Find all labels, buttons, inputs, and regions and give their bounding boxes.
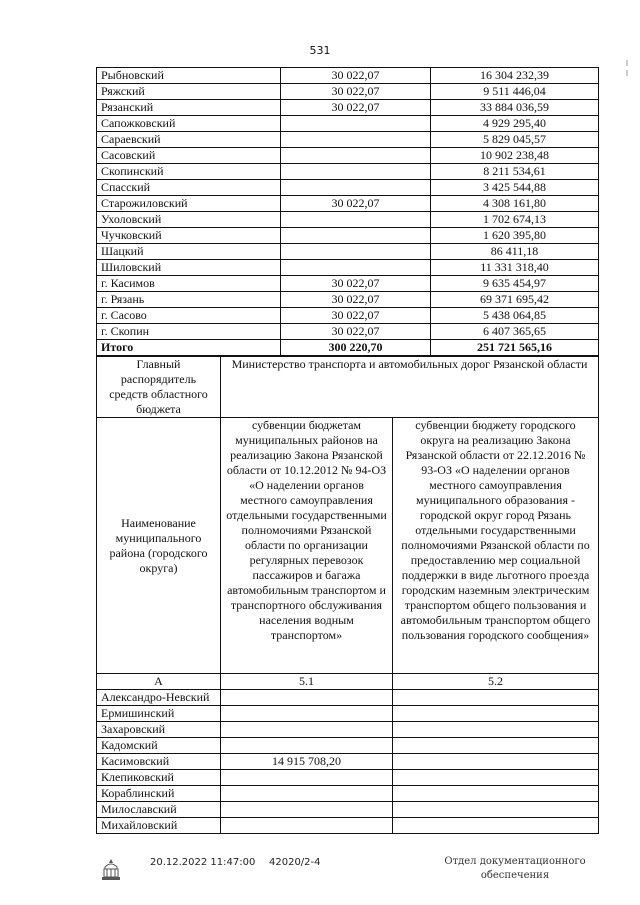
cell-name: Сараевский (97, 132, 281, 148)
table-row (97, 802, 599, 818)
table-row (97, 292, 599, 308)
cell-value-1 (281, 212, 431, 228)
col2-description-cell: субвенции бюджету городского округа на реализацию Закона Рязанской области от 22.12.2016 № 93-ОЗ «О наделении органов местного самоуправления муниципального образования - городской округ город Рязань отдельными государственными полномочиями Рязанской области по предоставлению мер социальной поддержки в виде льготного проезда городским наземным электрическим транспортом общего пользования и автомобильным транспортом общего пользования городского сообщения» (393, 418, 599, 674)
cell-value-2 (393, 818, 599, 834)
cell-value-2 (393, 754, 599, 770)
cell-value-1 (221, 738, 393, 754)
cell-value-2: 9 635 454,97 (431, 276, 599, 292)
table-row (97, 180, 599, 196)
cell-name: Михайловский (97, 818, 221, 834)
cell-value-1: 30 022,07 (281, 308, 431, 324)
cell-value-1 (281, 132, 431, 148)
cell-name: Спасский (97, 180, 281, 196)
cell-value-1 (281, 244, 431, 260)
footer-code: 42020/2-4 (269, 857, 321, 868)
cell-value-1 (281, 164, 431, 180)
table-row (97, 148, 599, 164)
header-left-cell: Главный распорядитель средств областного бюджета (97, 357, 221, 418)
cell-name: Кораблинский (97, 786, 221, 802)
cell-value-2: 5 438 064,85 (431, 308, 599, 324)
cell-value-2: 16 304 232,39 (431, 68, 599, 84)
duma-emblem-icon (99, 857, 123, 885)
table-row (97, 818, 599, 834)
cell-value-1 (281, 116, 431, 132)
table-row (97, 228, 599, 244)
cell-value-1: 30 022,07 (281, 68, 431, 84)
cell-value-1 (221, 722, 393, 738)
cell-name: Захаровский (97, 722, 221, 738)
table-row (97, 132, 599, 148)
cell-value-2 (393, 770, 599, 786)
table-row (97, 244, 599, 260)
cell-name: г. Сасово (97, 308, 281, 324)
table-row (97, 276, 599, 292)
footer-dept-line2: обеспечения (480, 870, 550, 881)
cell-value-2: 5 829 045,57 (431, 132, 599, 148)
code-a-cell: А (97, 674, 221, 690)
header-ministry-cell: Министерство транспорта и автомобильных дорог Рязанской области (221, 357, 599, 418)
cell-name: Милославский (97, 802, 221, 818)
cell-name: Шиловский (97, 260, 281, 276)
cell-name: Ухоловский (97, 212, 281, 228)
cell-name: Клепиковский (97, 770, 221, 786)
cell-value-1 (221, 818, 393, 834)
cell-name: Ермишинский (97, 706, 221, 722)
code-row (97, 674, 599, 690)
cell-value-2 (393, 786, 599, 802)
cell-value-2: 33 884 036,59 (431, 100, 599, 116)
table-row (97, 212, 599, 228)
table-row (97, 770, 599, 786)
table-row (97, 116, 599, 132)
cell-value-1 (281, 148, 431, 164)
footer-datetime: 20.12.2022 11:47:00 (150, 857, 256, 868)
cell-value-2: 11 331 318,40 (431, 260, 599, 276)
cell-value-2: 1 702 674,13 (431, 212, 599, 228)
cell-name: Кадомский (97, 738, 221, 754)
cell-value-1: 30 022,07 (281, 100, 431, 116)
footer (0, 855, 640, 895)
cell-value-1 (281, 180, 431, 196)
cell-value-1: 30 022,07 (281, 276, 431, 292)
cell-name: Сапожковский (97, 116, 281, 132)
table-row (97, 84, 599, 100)
cell-name: г. Скопин (97, 324, 281, 340)
table-row (97, 738, 599, 754)
cell-name: Сасовский (97, 148, 281, 164)
cell-name: Рязанский (97, 100, 281, 116)
cell-value-2: 9 511 446,04 (431, 84, 599, 100)
footer-dept-line1: Отдел документационного (444, 856, 586, 867)
code-2-cell: 5.2 (393, 674, 599, 690)
cell-value-2: 69 371 695,42 (431, 292, 599, 308)
cell-name: Скопинский (97, 164, 281, 180)
cell-value-1 (221, 690, 393, 706)
cell-name: г. Касимов (97, 276, 281, 292)
header-row (97, 357, 599, 418)
cell-value-2 (393, 722, 599, 738)
table-row (97, 308, 599, 324)
code-1-cell: 5.1 (221, 674, 393, 690)
cell-value-1 (221, 802, 393, 818)
cell-value-1: 30 022,07 (281, 196, 431, 212)
cell-value-1 (221, 786, 393, 802)
total-label: Итого (97, 340, 281, 356)
cell-name: г. Рязань (97, 292, 281, 308)
cell-value-1: 14 915 708,20 (221, 754, 393, 770)
cell-value-2: 8 211 534,61 (431, 164, 599, 180)
cell-name: Шацкий (97, 244, 281, 260)
cell-value-1: 30 022,07 (281, 324, 431, 340)
table-row (97, 196, 599, 212)
cell-value-2: 6 407 365,65 (431, 324, 599, 340)
total-value-2: 251 721 565,16 (431, 340, 599, 356)
table-row (97, 68, 599, 84)
cell-name: Старожиловский (97, 196, 281, 212)
cell-value-2 (393, 706, 599, 722)
cell-name: Ряжский (97, 84, 281, 100)
cell-value-2: 3 425 544,88 (431, 180, 599, 196)
cell-value-2: 10 902 238,48 (431, 148, 599, 164)
cell-value-2 (393, 690, 599, 706)
table-row (97, 100, 599, 116)
table-row (97, 754, 599, 770)
cell-value-2 (393, 738, 599, 754)
page-number: 531 (309, 44, 331, 57)
cell-name: Рыбновский (97, 68, 281, 84)
total-row (97, 340, 599, 356)
cell-value-2: 1 620 395,80 (431, 228, 599, 244)
table-row (97, 786, 599, 802)
cell-name: Чучковский (97, 228, 281, 244)
description-row (97, 418, 599, 674)
table-row (97, 706, 599, 722)
cell-value-2 (393, 802, 599, 818)
table-row (97, 164, 599, 180)
cell-name: Касимовский (97, 754, 221, 770)
cell-value-2: 4 929 295,40 (431, 116, 599, 132)
cell-value-1 (221, 770, 393, 786)
allocation-table (96, 67, 599, 356)
table-row (97, 260, 599, 276)
name-label-cell: Наименование муниципального района (городского округа) (97, 418, 221, 674)
total-value-1: 300 220,70 (281, 340, 431, 356)
cell-value-1 (221, 706, 393, 722)
cell-value-1: 30 022,07 (281, 84, 431, 100)
margin-mark (624, 60, 630, 78)
cell-value-2: 86 411,18 (431, 244, 599, 260)
col1-description-cell: субвенции бюджетам муниципальных районов на реализацию Закона Рязанской области от 10.12.2012 № 94-ОЗ «О наделении органов местного самоуправления отдельными государственными полномочиями Рязанской области по организации регулярных перевозок пассажиров и багажа автомобильным транспортом и транспортного обслуживания населения водным транспортом» (221, 418, 393, 674)
footer-department (440, 855, 590, 883)
cell-value-1 (281, 260, 431, 276)
cell-value-1 (281, 228, 431, 244)
cell-value-2: 4 308 161,80 (431, 196, 599, 212)
table-row (97, 690, 599, 706)
cell-name: Александро-Невский (97, 690, 221, 706)
cell-value-1: 30 022,07 (281, 292, 431, 308)
table-row (97, 722, 599, 738)
table-row (97, 324, 599, 340)
subvention-table (96, 356, 599, 834)
